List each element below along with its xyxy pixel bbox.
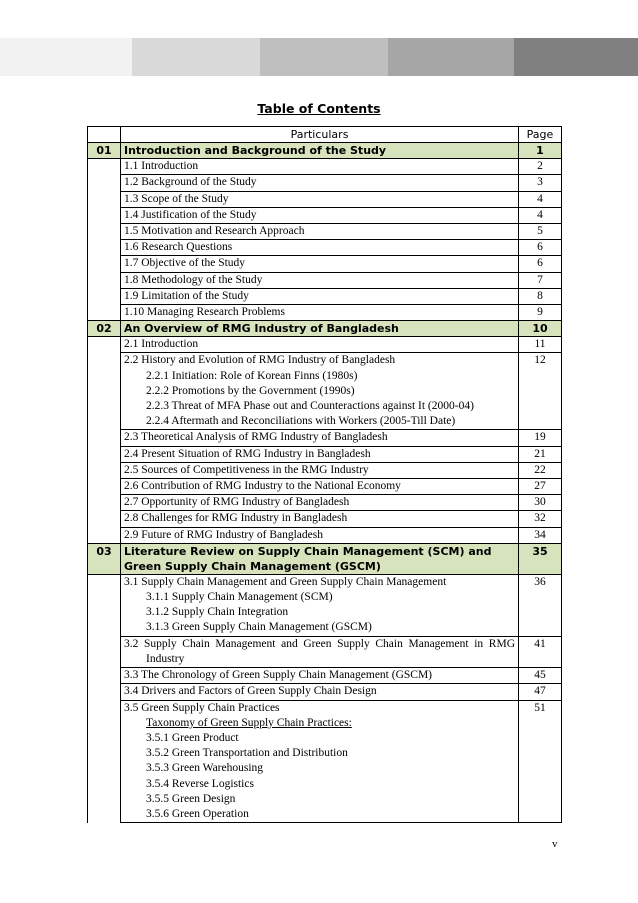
toc-row-particulars	[121, 700, 519, 823]
toc-row	[88, 462, 562, 478]
toc-row-spacer	[88, 700, 121, 823]
toc-row-spacer	[88, 527, 121, 543]
toc-row-particulars	[121, 684, 519, 700]
toc-row-particulars	[121, 353, 519, 430]
toc-row-page: 21	[519, 446, 562, 462]
bar-segment	[0, 38, 132, 76]
bar-segment	[514, 38, 638, 76]
toc-subentry: 2.2.4 Aftermath and Reconciliations with Workers (2005-Till Date)	[146, 415, 456, 428]
toc-row-particulars	[121, 175, 519, 191]
toc-row-particulars	[121, 511, 519, 527]
toc-row-particulars	[121, 430, 519, 446]
toc-row-particulars	[121, 527, 519, 543]
toc-subentry: 3.5.6 Green Operation	[146, 807, 249, 820]
chapter-title: Introduction and Background of the Study	[121, 143, 519, 159]
toc-row-particulars	[121, 574, 519, 636]
toc-entry-label: 1.7 Objective of the Study	[124, 257, 246, 270]
toc-row-page: 47	[519, 684, 562, 700]
toc-row-particulars	[121, 224, 519, 240]
toc-row-spacer	[88, 479, 121, 495]
toc-row-spacer	[88, 684, 121, 700]
toc-row-spacer	[88, 495, 121, 511]
toc-entry-label: 1.3 Scope of the Study	[124, 192, 229, 205]
toc-row	[88, 272, 562, 288]
toc-row-particulars	[121, 288, 519, 304]
page-number: v	[552, 838, 558, 850]
toc-row-particulars	[121, 240, 519, 256]
toc-row-page: 45	[519, 668, 562, 684]
toc-row	[88, 446, 562, 462]
toc-row-spacer	[88, 430, 121, 446]
toc-row-particulars	[121, 479, 519, 495]
toc-row-particulars	[121, 495, 519, 511]
toc-table	[87, 126, 562, 823]
toc-row-page: 5	[519, 224, 562, 240]
toc-subentry: 2.2.2 Promotions by the Government (1990s)	[146, 384, 355, 397]
toc-row-particulars	[121, 305, 519, 321]
toc-row-particulars	[121, 462, 519, 478]
toc-row	[88, 207, 562, 223]
toc-row-particulars	[121, 207, 519, 223]
toc-header-row	[88, 127, 562, 143]
toc-subentry: 3.5.3 Green Warehousing	[146, 762, 264, 775]
toc-row-spacer	[88, 159, 121, 175]
chapter-number: 01	[88, 143, 121, 159]
toc-subentry: 3.5.4 Reverse Logistics	[146, 777, 254, 790]
toc-entry-label: 2.6 Contribution of RMG Industry to the National Economy	[124, 480, 401, 493]
chapter-row	[88, 543, 562, 574]
toc-subentry: 3.1.1 Supply Chain Management (SCM)	[146, 591, 333, 604]
toc-entry-label: 1.4 Justification of the Study	[124, 208, 257, 221]
toc-entry-label: 2.2 History and Evolution of RMG Industry of Bangladesh	[124, 354, 396, 367]
toc-row-page: 51	[519, 700, 562, 823]
toc-subentry: 3.5.2 Green Transportation and Distribution	[146, 747, 348, 760]
toc-row-page: 6	[519, 256, 562, 272]
toc-row-spacer	[88, 668, 121, 684]
chapter-row	[88, 321, 562, 337]
toc-entry-label: 2.3 Theoretical Analysis of RMG Industry of Bangladesh	[124, 431, 388, 444]
chapter-row	[88, 143, 562, 159]
toc-row-page: 4	[519, 191, 562, 207]
chapter-title: Literature Review on Supply Chain Management (SCM) and Green Supply Chain Management (GSCM)	[121, 543, 519, 574]
toc-row	[88, 175, 562, 191]
toc-row-spacer	[88, 207, 121, 223]
toc-row	[88, 256, 562, 272]
toc-row	[88, 353, 562, 430]
toc-entry-label: 1.8 Methodology of the Study	[124, 273, 263, 286]
toc-row-page: 32	[519, 511, 562, 527]
toc-row	[88, 527, 562, 543]
toc-entry-label: 1.1 Introduction	[124, 160, 199, 173]
toc-row-spacer	[88, 175, 121, 191]
toc-row-page: 27	[519, 479, 562, 495]
toc-row	[88, 495, 562, 511]
toc-row-particulars	[121, 256, 519, 272]
toc-entry-label: 2.7 Opportunity of RMG Industry of Bangladesh	[124, 496, 350, 509]
toc-entry-label: 1.5 Motivation and Research Approach	[124, 225, 305, 238]
toc-row-spacer	[88, 511, 121, 527]
toc-row	[88, 700, 562, 823]
toc-entry-label: 2.1 Introduction	[124, 338, 199, 351]
toc-row-page: 3	[519, 175, 562, 191]
toc-row-page: 11	[519, 337, 562, 353]
toc-row	[88, 511, 562, 527]
toc-row-particulars	[121, 337, 519, 353]
toc-entry-label: 3.5 Green Supply Chain Practices	[124, 701, 280, 714]
toc-subentry: 2.2.1 Initiation: Role of Korean Finns (1980s)	[146, 369, 358, 382]
toc-row	[88, 240, 562, 256]
toc-row-page: 30	[519, 495, 562, 511]
bar-segment	[388, 38, 514, 76]
toc-row	[88, 337, 562, 353]
toc-row-page: 36	[519, 574, 562, 636]
toc-row-spacer	[88, 272, 121, 288]
toc-entry-label: 2.8 Challenges for RMG Industry in Bangladesh	[124, 512, 348, 525]
toc-row-page: 2	[519, 159, 562, 175]
header-num-cell	[88, 127, 121, 143]
toc-row-page: 8	[519, 288, 562, 304]
toc-row-page: 34	[519, 527, 562, 543]
chapter-page: 35	[519, 543, 562, 574]
toc-row-page: 7	[519, 272, 562, 288]
toc-row	[88, 684, 562, 700]
toc-row	[88, 668, 562, 684]
toc-row	[88, 430, 562, 446]
toc-row-spacer	[88, 240, 121, 256]
toc-row-spacer	[88, 256, 121, 272]
toc-entry-label: 1.10 Managing Research Problems	[124, 306, 285, 319]
toc-row-spacer	[88, 288, 121, 304]
toc-row-spacer	[88, 574, 121, 636]
toc-row-particulars	[121, 191, 519, 207]
toc-row	[88, 636, 562, 667]
toc-entry-label: 2.5 Sources of Competitiveness in the RMG Industry	[124, 463, 369, 476]
toc-entry-label: 1.2 Background of the Study	[124, 176, 257, 189]
toc-entry-label: 2.4 Present Situation of RMG Industry in Bangladesh	[124, 447, 371, 460]
toc-subentry: 3.5.5 Green Design	[146, 792, 236, 805]
toc-row-page: 22	[519, 462, 562, 478]
chapter-number: 02	[88, 321, 121, 337]
toc-row-page: 12	[519, 353, 562, 430]
toc-row	[88, 224, 562, 240]
toc-subentry: 3.5.1 Green Product	[146, 731, 239, 744]
toc-row-particulars	[121, 272, 519, 288]
bar-segment	[260, 38, 388, 76]
toc-entry-label: 1.9 Limitation of the Study	[124, 289, 249, 302]
toc-entry-underline: Taxonomy of Green Supply Chain Practices:	[146, 716, 352, 729]
toc-row-page: 4	[519, 207, 562, 223]
toc-row-particulars	[121, 636, 519, 667]
toc-row-spacer	[88, 446, 121, 462]
toc-entry-label: 3.2 Supply Chain Management and Green Supply Chain Management in RMG Industry	[124, 637, 515, 665]
toc-row-spacer	[88, 191, 121, 207]
toc-row-particulars	[121, 159, 519, 175]
header-particulars: Particulars	[121, 127, 519, 143]
toc-row-particulars	[121, 446, 519, 462]
toc-row-spacer	[88, 337, 121, 353]
toc-row	[88, 479, 562, 495]
toc-row-page: 19	[519, 430, 562, 446]
toc-subentry: 3.1.3 Green Supply Chain Management (GSCM)	[146, 621, 372, 634]
toc-row	[88, 159, 562, 175]
toc-row-spacer	[88, 462, 121, 478]
toc-entry-label: 3.1 Supply Chain Management and Green Supply Chain Management	[124, 575, 447, 588]
toc-row-page: 6	[519, 240, 562, 256]
toc-row-page: 41	[519, 636, 562, 667]
toc-row	[88, 288, 562, 304]
toc-entry-label: 3.3 The Chronology of Green Supply Chain Management (GSCM)	[124, 669, 433, 682]
toc-entry-label: 2.9 Future of RMG Industry of Bangladesh	[124, 528, 323, 541]
chapter-page: 1	[519, 143, 562, 159]
chapter-title: An Overview of RMG Industry of Bangladesh	[121, 321, 519, 337]
toc-row-spacer	[88, 353, 121, 430]
bar-segment	[132, 38, 260, 76]
toc-row-spacer	[88, 224, 121, 240]
toc-row	[88, 574, 562, 636]
toc-row-page: 9	[519, 305, 562, 321]
toc-row-particulars	[121, 668, 519, 684]
toc-row-spacer	[88, 636, 121, 667]
chapter-number: 03	[88, 543, 121, 574]
header-page: Page	[519, 127, 562, 143]
toc-row	[88, 305, 562, 321]
toc-entry-label: 1.6 Research Questions	[124, 241, 233, 254]
header-gradient-bar	[0, 38, 638, 76]
toc-row-spacer	[88, 305, 121, 321]
toc-entry-label: 3.4 Drivers and Factors of Green Supply Chain Design	[124, 685, 377, 698]
chapter-page: 10	[519, 321, 562, 337]
toc-row	[88, 191, 562, 207]
page-title: Table of Contents	[257, 101, 381, 116]
toc-subentry: 2.2.3 Threat of MFA Phase out and Counteractions against It (2000-04)	[146, 400, 474, 413]
toc-subentry: 3.1.2 Supply Chain Integration	[146, 606, 289, 619]
